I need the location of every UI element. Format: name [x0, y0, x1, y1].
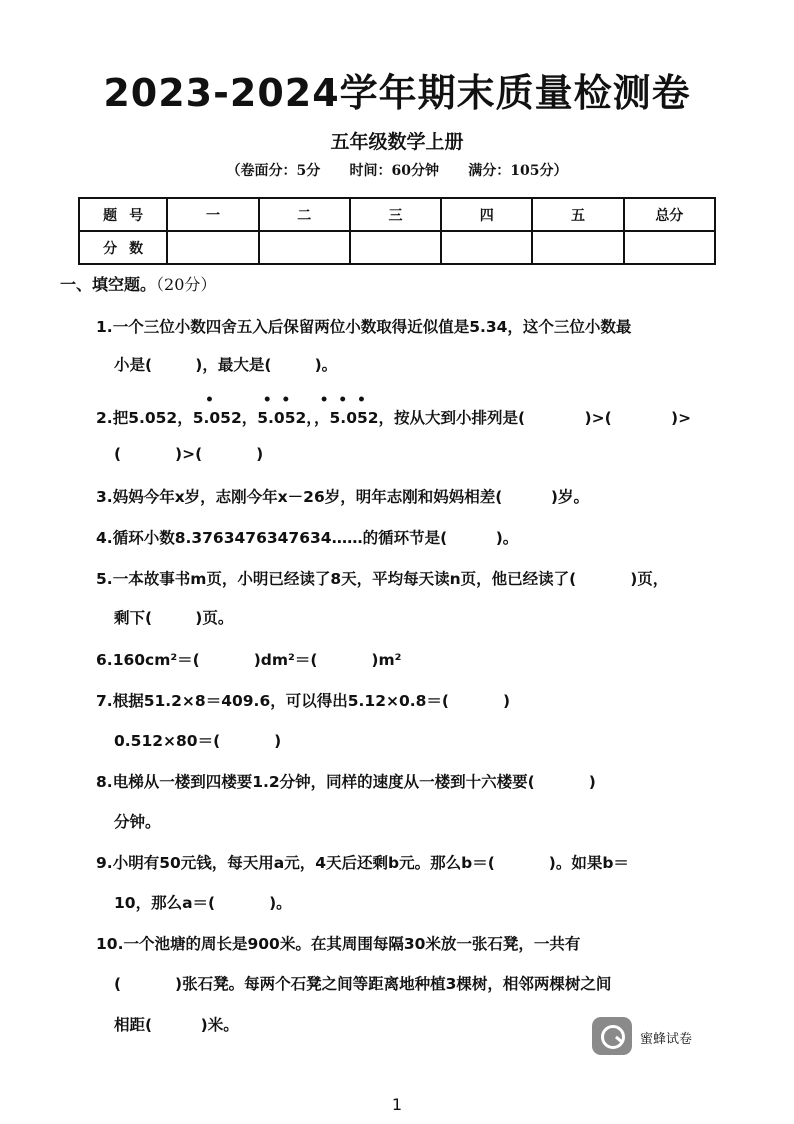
- score-cell[interactable]: [259, 231, 350, 264]
- question-number: 10.: [96, 935, 124, 953]
- question-text: 妈妈今年x岁，志刚今年x－26岁，明年志刚和妈妈相差( )岁。: [112, 488, 589, 506]
- question-text: 电梯从一楼到四楼要1.2分钟，同样的速度从一楼到十六楼要( ): [112, 773, 596, 791]
- question-number: 3.: [96, 488, 113, 506]
- score-cell[interactable]: [624, 231, 715, 264]
- question-text: 160cm²＝( )dm²＝( )m²: [112, 651, 402, 669]
- score-column-5: 五: [532, 198, 623, 231]
- question-9-line-1: [96, 851, 629, 873]
- score-column-3: 三: [350, 198, 441, 231]
- question-text: 把5.052，5.052，5.052，，5.052，按从大到小排列是( )>( )>: [112, 409, 692, 427]
- question-number: 7.: [96, 692, 113, 710]
- question-10-line-2: ( )张石凳。每两个石凳之间等距离地种植3棵树，相邻两棵树之间: [114, 975, 612, 993]
- score-column-4: 四: [441, 198, 532, 231]
- question-number: 8.: [96, 773, 113, 791]
- score-cell[interactable]: [167, 231, 258, 264]
- question-number: 6.: [96, 651, 113, 669]
- question-5-line-2: 剩下( )页。: [114, 609, 234, 627]
- score-cell[interactable]: [441, 231, 532, 264]
- score-cell[interactable]: [532, 231, 623, 264]
- section-points: （20分）: [156, 275, 217, 294]
- score-column-2: 二: [259, 198, 350, 231]
- question-text: 一个池塘的周长是900米。在其周围每隔30米放一张石凳，一共有: [123, 935, 581, 953]
- score-table-score-row: [79, 231, 715, 264]
- score-table-row-label: 题号: [79, 198, 167, 231]
- question-5-line-1: [96, 567, 668, 589]
- score-table: [78, 197, 716, 265]
- question-7-line-1: [96, 689, 510, 711]
- score-table-row-label: 分数: [79, 231, 167, 264]
- question-1-line-2: 小是( )，最大是( )。: [114, 356, 338, 374]
- question-8-line-2: 分钟。: [114, 813, 161, 831]
- question-6-line-1: [96, 648, 401, 670]
- exam-meta: （卷面分：5分 时间：60分钟 满分：105分）: [226, 163, 568, 179]
- question-text: 小明有50元钱，每天用a元，4天后还剩b元。那么b＝( )。如果b＝: [112, 854, 629, 872]
- question-number: 4.: [96, 529, 113, 547]
- score-cell[interactable]: [350, 231, 441, 264]
- question-2-line-1: [96, 406, 691, 428]
- question-text: 一本故事书m页，小明已经读了8天，平均每天读n页，他已经读了( )页，: [112, 570, 669, 588]
- section-title: 一、填空题。: [60, 275, 157, 294]
- question-text: 循环小数8.3763476347634……的循环节是( )。: [112, 529, 519, 547]
- exam-subtitle: 五年级数学上册: [330, 131, 464, 153]
- brand-name: 蜜蜂试卷: [640, 1032, 693, 1047]
- question-text: 一个三位小数四舍五入后保留两位小数取得近似值是5.34，这个三位小数最: [112, 318, 632, 336]
- question-number: 5.: [96, 570, 113, 588]
- question-3-line-1: [96, 485, 589, 507]
- question-number: 1.: [96, 318, 113, 336]
- question-10-line-3: 相距( )米。: [114, 1016, 239, 1034]
- question-1-line-1: [96, 315, 631, 337]
- question-8-line-1: [96, 770, 596, 792]
- question-number: 2.: [96, 409, 113, 427]
- question-2-line-2: ( )>( ): [114, 445, 264, 463]
- score-column-1: 一: [167, 198, 258, 231]
- page-number: 1: [391, 1095, 403, 1114]
- section-heading: [60, 272, 216, 295]
- question-text: 根据51.2×8＝409.6，可以得出5.12×0.8＝( ): [112, 692, 511, 710]
- score-table-header-row: [79, 198, 715, 231]
- brand-logo-icon: [592, 1017, 632, 1055]
- repeating-dot-marks: • • • • • •: [205, 392, 366, 408]
- exam-title: 2023-2024学年期末质量检测卷: [103, 71, 691, 115]
- question-7-line-2: 0.512×80＝( ): [114, 732, 282, 750]
- score-column-total: 总分: [624, 198, 715, 231]
- question-number: 9.: [96, 854, 113, 872]
- question-9-line-2: 10，那么a＝( )。: [114, 894, 292, 912]
- question-4-line-1: [96, 526, 518, 548]
- question-10-line-1: [96, 932, 580, 954]
